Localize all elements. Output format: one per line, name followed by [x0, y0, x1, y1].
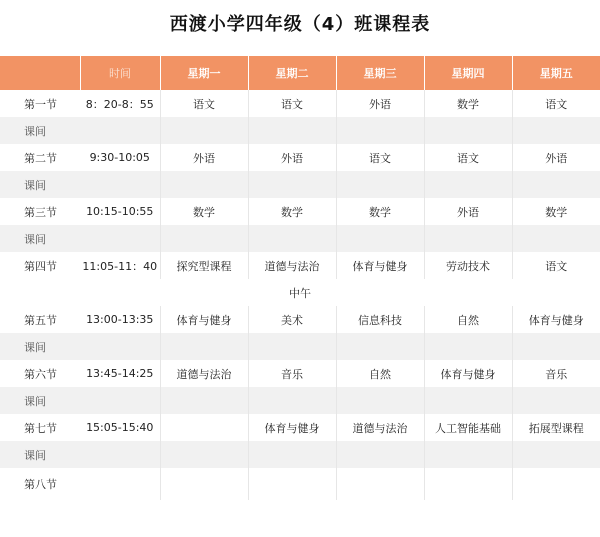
break-cell	[336, 441, 424, 468]
break-cell	[512, 387, 600, 414]
period-label: 第二节	[0, 144, 80, 171]
break-cell	[160, 333, 248, 360]
subject-cell: 音乐	[248, 360, 336, 387]
subject-cell	[248, 468, 336, 500]
break-cell	[512, 225, 600, 252]
subject-cell: 语文	[512, 90, 600, 117]
period-label: 第四节	[0, 252, 80, 279]
subject-cell: 数学	[424, 90, 512, 117]
break-cell	[160, 441, 248, 468]
break-cell	[336, 171, 424, 198]
subject-cell: 道德与法治	[160, 360, 248, 387]
subject-cell: 拓展型课程	[512, 414, 600, 441]
subject-cell: 信息科技	[336, 306, 424, 333]
break-cell	[80, 333, 160, 360]
break-cell	[80, 225, 160, 252]
subject-cell: 外语	[248, 144, 336, 171]
subject-cell: 语文	[160, 90, 248, 117]
break-cell	[248, 387, 336, 414]
time-range: 10:15-10:55	[80, 198, 160, 225]
class-row	[0, 144, 600, 171]
subject-cell: 数学	[512, 198, 600, 225]
subject-cell: 外语	[160, 144, 248, 171]
subject-cell: 外语	[424, 198, 512, 225]
class-row	[0, 198, 600, 225]
break-row	[0, 171, 600, 198]
subject-cell: 语文	[512, 252, 600, 279]
period-label: 第八节	[0, 468, 80, 500]
time-range: 15:05-15:40	[80, 414, 160, 441]
break-cell	[336, 225, 424, 252]
break-cell	[80, 171, 160, 198]
subject-cell: 语文	[248, 90, 336, 117]
break-row	[0, 387, 600, 414]
header-time: 时间	[80, 56, 160, 90]
break-row	[0, 117, 600, 144]
subject-cell: 外语	[512, 144, 600, 171]
time-range: 11:05-11：40	[80, 252, 160, 279]
noon-label: 中午	[0, 279, 600, 306]
period-label: 第三节	[0, 198, 80, 225]
break-cell	[424, 225, 512, 252]
break-cell	[160, 387, 248, 414]
subject-cell	[336, 468, 424, 500]
time-range	[80, 468, 160, 500]
time-range: 9:30-10:05	[80, 144, 160, 171]
break-row	[0, 441, 600, 468]
break-label: 课间	[0, 171, 80, 198]
break-row	[0, 225, 600, 252]
time-range: 13:45-14:25	[80, 360, 160, 387]
break-cell	[336, 333, 424, 360]
break-cell	[512, 171, 600, 198]
noon-row	[0, 279, 600, 306]
subject-cell: 劳动技术	[424, 252, 512, 279]
break-cell	[248, 171, 336, 198]
break-label: 课间	[0, 441, 80, 468]
break-cell	[336, 117, 424, 144]
subject-cell: 语文	[424, 144, 512, 171]
schedule-table	[0, 56, 600, 500]
subject-cell: 外语	[336, 90, 424, 117]
header-day: 星期五	[512, 56, 600, 90]
subject-cell	[160, 414, 248, 441]
class-row	[0, 252, 600, 279]
subject-cell: 美术	[248, 306, 336, 333]
subject-cell: 体育与健身	[424, 360, 512, 387]
header-day: 星期一	[160, 56, 248, 90]
break-cell	[80, 387, 160, 414]
subject-cell: 体育与健身	[336, 252, 424, 279]
break-cell	[424, 387, 512, 414]
break-cell	[248, 441, 336, 468]
header-row	[0, 56, 600, 90]
break-cell	[248, 117, 336, 144]
period-label: 第七节	[0, 414, 80, 441]
header-day: 星期三	[336, 56, 424, 90]
page-title: 西渡小学四年级（4）班课程表	[169, 14, 431, 35]
time-range: 8：20-8：55	[80, 90, 160, 117]
break-cell	[512, 441, 600, 468]
class-row	[0, 306, 600, 333]
break-cell	[512, 117, 600, 144]
break-cell	[424, 171, 512, 198]
subject-cell: 体育与健身	[512, 306, 600, 333]
header-day: 星期二	[248, 56, 336, 90]
subject-cell	[424, 468, 512, 500]
subject-cell: 自然	[424, 306, 512, 333]
subject-cell: 音乐	[512, 360, 600, 387]
break-label: 课间	[0, 225, 80, 252]
period-label: 第一节	[0, 90, 80, 117]
class-row	[0, 360, 600, 387]
period-label: 第五节	[0, 306, 80, 333]
subject-cell: 体育与健身	[160, 306, 248, 333]
subject-cell: 数学	[336, 198, 424, 225]
break-cell	[248, 225, 336, 252]
break-cell	[160, 171, 248, 198]
break-label: 课间	[0, 333, 80, 360]
class-row	[0, 468, 600, 500]
class-row	[0, 414, 600, 441]
break-cell	[80, 117, 160, 144]
break-label: 课间	[0, 387, 80, 414]
class-row	[0, 90, 600, 117]
break-cell	[424, 333, 512, 360]
break-row	[0, 333, 600, 360]
header-day: 星期四	[424, 56, 512, 90]
break-cell	[160, 225, 248, 252]
break-cell	[80, 441, 160, 468]
subject-cell: 探究型课程	[160, 252, 248, 279]
time-range: 13:00-13:35	[80, 306, 160, 333]
subject-cell: 体育与健身	[248, 414, 336, 441]
subject-cell	[160, 468, 248, 500]
subject-cell: 道德与法治	[336, 414, 424, 441]
break-cell	[512, 333, 600, 360]
subject-cell: 自然	[336, 360, 424, 387]
subject-cell: 数学	[248, 198, 336, 225]
subject-cell: 道德与法治	[248, 252, 336, 279]
subject-cell: 人工智能基础	[424, 414, 512, 441]
break-cell	[336, 387, 424, 414]
break-cell	[248, 333, 336, 360]
subject-cell	[512, 468, 600, 500]
period-label: 第六节	[0, 360, 80, 387]
break-cell	[160, 117, 248, 144]
break-cell	[424, 441, 512, 468]
break-cell	[424, 117, 512, 144]
subject-cell: 数学	[160, 198, 248, 225]
header-period	[0, 56, 80, 90]
break-label: 课间	[0, 117, 80, 144]
subject-cell: 语文	[336, 144, 424, 171]
